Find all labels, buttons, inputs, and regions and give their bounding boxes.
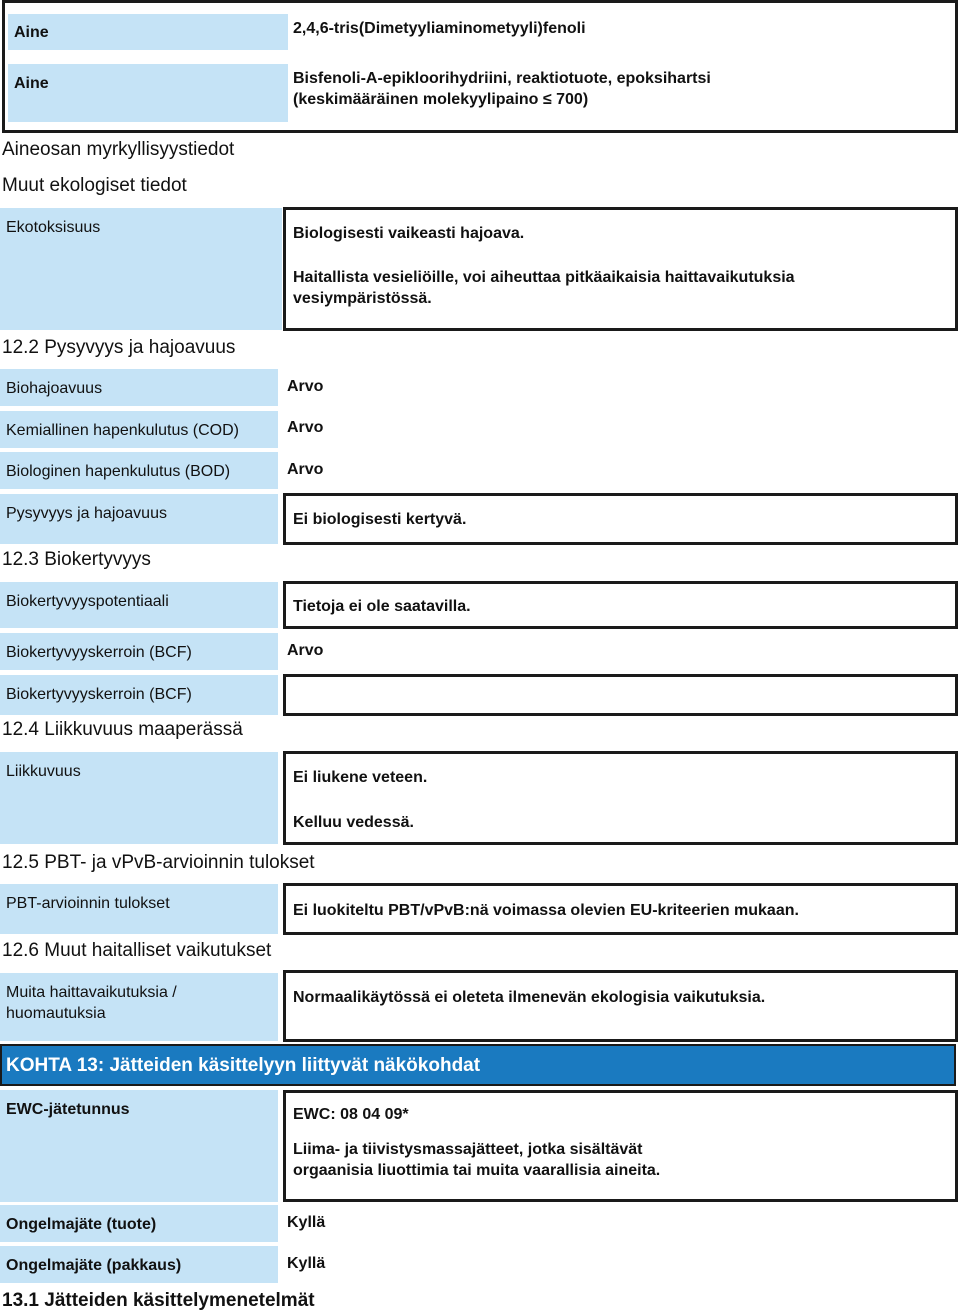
ecotox-label: Ekotoksisuus <box>0 208 282 330</box>
other-effects-label-line2: huomautuksia <box>6 1005 106 1022</box>
hazardous-package-value: Kyllä <box>287 1255 326 1272</box>
substance-name-1: 2,4,6-tris(Dimetyyliaminometyyli)fenoli <box>293 20 586 37</box>
ecotox-line2b: vesiympäristössä. <box>293 290 432 307</box>
other-eco-heading: Muut ekologiset tiedot <box>2 175 187 196</box>
hazardous-package-label: Ongelmajäte (pakkaus) <box>0 1246 278 1283</box>
cod-value: Arvo <box>287 419 324 436</box>
biodeg-label: Biohajoavuus <box>0 369 278 406</box>
hazardous-product-label: Ongelmajäte (tuote) <box>0 1205 278 1242</box>
bcf-label-2: Biokertyvyyskerroin (BCF) <box>0 675 278 715</box>
ewc-description-line1: Liima- ja tiivistysmassajätteet, jotka sisältävät <box>293 1141 643 1158</box>
biodeg-value: Arvo <box>287 378 324 395</box>
persistence-label: Pysyvyys ja hajoavuus <box>0 494 278 544</box>
substance-label-1: Aine <box>8 14 288 50</box>
mobility-line2: Kelluu vedessä. <box>293 814 414 831</box>
bioacc-potential-value: Tietoja ei ole saatavilla. <box>293 598 471 615</box>
ecotox-line1: Biologisesti vaikeasti hajoava. <box>293 225 525 242</box>
section-12-3-heading: 12.3 Biokertyvyys <box>2 549 151 570</box>
bioacc-potential-label: Biokertyvyyspotentiaali <box>0 582 278 628</box>
substance-name-2-line2: (keskimääräinen molekyylipaino ≤ 700) <box>293 91 589 108</box>
substance-label-2: Aine <box>8 64 288 122</box>
bcf-box-2 <box>283 674 958 716</box>
bod-value: Arvo <box>287 461 324 478</box>
section-12-5-heading: 12.5 PBT- ja vPvB-arvioinnin tulokset <box>2 852 315 873</box>
bod-label: Biologinen hapenkulutus (BOD) <box>0 452 278 489</box>
mobility-line1: Ei liukene veteen. <box>293 769 428 786</box>
ewc-label: EWC-jätetunnus <box>0 1090 278 1202</box>
pbt-label: PBT-arvioinnin tulokset <box>0 884 278 934</box>
toxicity-heading: Aineosan myrkyllisyystiedot <box>2 139 235 160</box>
other-effects-label-line1: Muita haittavaikutuksia / <box>6 984 177 1001</box>
other-effects-value: Normaalikäytössä ei oleteta ilmenevän ekologisia vaikutuksia. <box>293 989 766 1006</box>
section-13-1-heading: 13.1 Jätteiden käsittelymenetelmät <box>2 1290 315 1311</box>
persistence-value: Ei biologisesti kertyvä. <box>293 511 467 528</box>
bcf-value-1: Arvo <box>287 642 324 659</box>
section-12-4-heading: 12.4 Liikkuvuus maaperässä <box>2 719 243 740</box>
substance-name-2 <box>293 68 711 110</box>
section-12-6-heading: 12.6 Muut haitalliset vaikutukset <box>2 940 272 961</box>
hazardous-product-value: Kyllä <box>287 1214 326 1231</box>
mobility-label: Liikkuvuus <box>0 752 278 844</box>
section-13-banner: KOHTA 13: Jätteiden käsittelyyn liittyvät näkökohdat <box>0 1044 956 1086</box>
pbt-value: Ei luokiteltu PBT/vPvB:nä voimassa olevien EU-kriteerien mukaan. <box>293 902 799 919</box>
other-effects-label <box>0 973 278 1041</box>
ecotox-line2a: Haitallista vesieliöille, voi aiheuttaa pitkäaikaisia haittavaikutuksia <box>293 269 795 286</box>
ewc-description-line2: orgaanisia liuottimia tai muita vaarallisia aineita. <box>293 1162 661 1179</box>
substance-name-2-line1: Bisfenoli-A-epikloorihydriini, reaktiotuote, epoksihartsi <box>293 70 711 87</box>
bcf-label-1: Biokertyvyyskerroin (BCF) <box>0 633 278 670</box>
ewc-code: EWC: 08 04 09* <box>293 1106 409 1123</box>
section-12-2-heading: 12.2 Pysyvyys ja hajoavuus <box>2 337 236 358</box>
cod-label: Kemiallinen hapenkulutus (COD) <box>0 411 278 448</box>
